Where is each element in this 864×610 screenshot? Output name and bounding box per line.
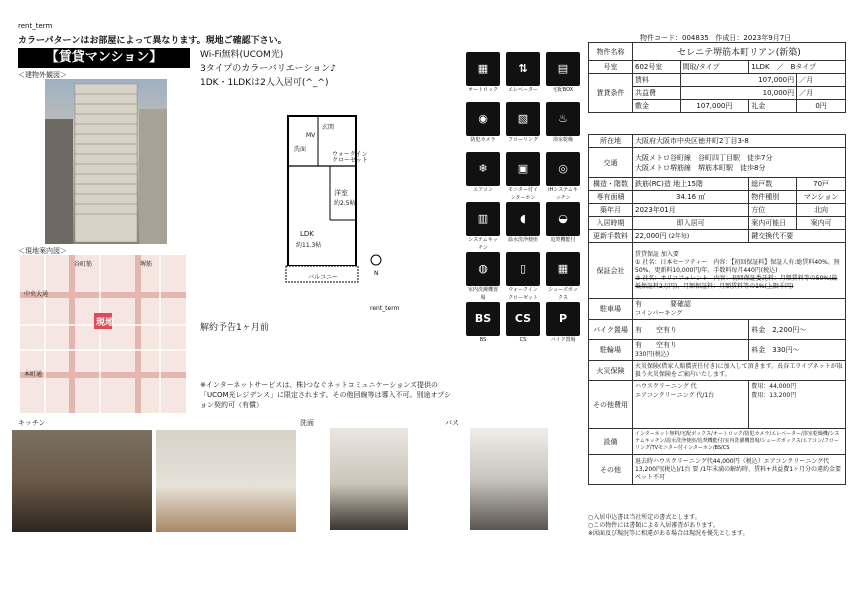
- rent-unit: ／月: [797, 74, 846, 87]
- guarantee-value: [633, 243, 846, 299]
- bath-label: バス: [445, 419, 459, 427]
- map-drawing: [20, 255, 186, 413]
- guarantee-label: 保証会社: [589, 243, 633, 299]
- feature-color: 3タイプのカラーバリエーション♪: [200, 64, 337, 74]
- washer-space-icon: ◍ 室内洗濯機置場: [466, 252, 500, 296]
- other-fee-items: ハウスクリーニング 代 エアコンクリーニング 代/1台: [633, 381, 749, 429]
- bicycle-fee: 料金 330円〜: [749, 340, 846, 361]
- units-label: 総戸数: [749, 178, 797, 191]
- common-unit: ／月: [797, 87, 846, 100]
- shoe-box-icon: ▦ シューズボックス: [546, 252, 580, 296]
- kitchen-photo: [12, 430, 152, 532]
- bath-dryer-icon: ♨ 浴室乾燥: [546, 102, 580, 146]
- type-label: 物件種別: [749, 191, 797, 204]
- color-notice: カラーパターンはお部屋によって異なります。現地ご確認下さい。: [18, 36, 287, 46]
- ldk-label: LDK: [300, 230, 314, 238]
- common-label: 共益費: [633, 87, 681, 100]
- youshitsu-size: 約2.5帖: [334, 200, 356, 207]
- feature-wifi: Wi-Fi無料(UCOM光): [200, 50, 284, 60]
- bicycle-label: 駐輪場: [589, 340, 633, 361]
- footnote-2: ○この物件には書類による入居審査があります。: [588, 522, 719, 529]
- rent-value: 107,000円: [680, 74, 797, 87]
- intercom-icon: ▣ モニター付インターホン: [506, 152, 540, 196]
- bike-value: 有 空有り: [633, 320, 749, 340]
- fire-label: 火災保険: [589, 361, 633, 381]
- bicycle-value: 有 空有り 330円(税込): [633, 340, 749, 361]
- map-label: ＜現地案内図＞: [18, 247, 67, 255]
- keyfee-value: 鍵交換代不要: [749, 230, 846, 243]
- structure-value: 鉄筋(RC)造 地上15階: [633, 178, 749, 191]
- common-value: 10,000円: [680, 87, 797, 100]
- auto-lock-icon: ▦ オートロック: [466, 52, 500, 96]
- delivery-box-icon: ▤ 宅配BOX: [546, 52, 580, 96]
- security-camera-icon: ◉ 防犯カメラ: [466, 102, 500, 146]
- street-sakaisuji: 堺筋: [140, 261, 153, 268]
- misc-label: その他: [589, 455, 633, 485]
- internet-note: ※インターネットサービスは、株)つなぐネットコミュニケーションズ提供の「UCOM光レジデンス」に限定されます。その他回線等は導入不可。別途オプション契約可（有償）: [200, 381, 451, 409]
- balcony-label: バルコニー: [308, 274, 339, 281]
- exterior-label: ＜建物外観図＞: [18, 71, 67, 79]
- traffic-line-2: 大阪メトロ堺筋線 堺筋本町駅 徒歩8分: [635, 163, 766, 172]
- madori-value: 1LDK ／ Bタイプ: [749, 61, 846, 74]
- units-value: 70戸: [797, 178, 846, 191]
- exterior-photo: [45, 79, 167, 244]
- address-value: 大阪府大阪市中央区徳井町2丁目3-8: [633, 135, 846, 148]
- company-logo: rent_term: [18, 22, 53, 30]
- street-honmachi: 本町通: [24, 371, 43, 378]
- elevator-icon: ⇅ エレベーター: [506, 52, 540, 96]
- cancel-notice: 解約予告1ヶ月前: [200, 323, 269, 333]
- viewing-label: 案内可能日: [749, 217, 797, 230]
- built-value: 2023年01月: [633, 204, 749, 217]
- location-map: [20, 255, 186, 413]
- street-chuo: 中央大通: [24, 291, 49, 298]
- renewal-value: 22,000円 (2年毎): [633, 230, 749, 243]
- key-money-label: 礼金: [749, 100, 797, 113]
- system-kitchen-icon: ▥ システムキッチン: [466, 202, 500, 246]
- category-banner: 【賃貸マンション】: [18, 48, 190, 68]
- bath-photo: [470, 428, 548, 530]
- feature-list: [200, 48, 336, 90]
- washroom-label: 洗面: [300, 419, 314, 427]
- movein-label: 入居時期: [589, 217, 633, 230]
- parking-value: 有 要確認 コインパーキング: [633, 299, 846, 320]
- ldk-size: 約11.3帖: [296, 242, 322, 249]
- traffic-value: [633, 148, 846, 178]
- area-value: 34.16 ㎡: [633, 191, 749, 204]
- bike-label: バイク置場: [589, 320, 633, 340]
- direction-value: 北向: [797, 204, 846, 217]
- map-marker: 現地: [96, 318, 115, 328]
- guarantee-item-2: ② 社名：オリコフォレント 内容：初回保証委託料：月額賃料等の50%(最低保証料2万円)、月額保証料：月額賃料等の1%(上限千円): [635, 274, 838, 290]
- guarantee-item-1: ① 社名：日本セーフティー 内容：【初回保証料】保証人有:総賃料40%、無50%、更新料10,000円/年、手数料毎月440円(税込): [635, 258, 840, 274]
- bs-icon: BS BS: [466, 302, 500, 346]
- aircon-icon: ❄ エアコン: [466, 152, 500, 196]
- guarantee-head: 賃貸保証 加入要: [635, 250, 679, 258]
- street-tanimachi: 谷町筋: [74, 261, 93, 268]
- footnote-1: ○入居申込書は当社所定の書式とします。: [588, 514, 701, 521]
- footnote-3: ※図面及び現況等に相違がある場合は現況を優先とします。: [588, 530, 749, 537]
- deposit-label: 敷金: [633, 100, 681, 113]
- mv-label: MV: [306, 132, 316, 139]
- rent-label: 賃料: [633, 74, 681, 87]
- fire-value: 火災保険(借家人賠償責任付き)に加入して頂きます。長谷工ライブネットが取扱う火災保険をご案内いたします。: [633, 361, 846, 381]
- washlet-icon: ◖ 温水洗浄便座: [506, 202, 540, 246]
- flooring-icon: ▧ フローリング: [506, 102, 540, 146]
- living-photo: [156, 430, 296, 532]
- room-no: 602号室: [633, 61, 681, 74]
- joken-label: 賃貸条件: [589, 74, 633, 113]
- area-label: 専有面積: [589, 191, 633, 204]
- viewing-value: 案内可: [797, 217, 846, 230]
- feature-occupancy: 1DK・1LDKは2人入居可(^_^): [200, 78, 329, 88]
- floorplan-logo: rent_term: [370, 305, 400, 312]
- direction-label: 方位: [749, 204, 797, 217]
- madori-label: 間取/タイプ: [680, 61, 749, 74]
- youshitsu-label: 洋室: [334, 189, 348, 197]
- reheating-bath-icon: ◒ 追焚機能付: [546, 202, 580, 246]
- equip-value: インターネット無料/宅配ボックス/オートロック/防犯カメラ/エレベーター/浴室乾燥機/システムキッチン/温水洗浄便座/追焚機能付/室内洗濯機置場/シューズボックス/エアコン/フローリング/TVモニター付インターホン/BS/CS: [633, 429, 846, 455]
- other-fee-label: その他費用: [589, 381, 633, 429]
- spec-table: [588, 42, 846, 485]
- equip-label: 設備: [589, 429, 633, 455]
- kitchen-label: キッチン: [18, 419, 46, 427]
- type-value: マンション: [797, 191, 846, 204]
- structure-label: 構造・階数: [589, 178, 633, 191]
- washroom-photo: [330, 428, 408, 530]
- built-label: 築年月: [589, 204, 633, 217]
- bukken-name: セレニテ堺筋本町リアン(新築): [633, 43, 846, 61]
- bukken-label: 物件名称: [589, 43, 633, 61]
- room-label: 号室: [589, 61, 633, 74]
- ih-cooker-icon: ◎ IHシステムキッチン: [546, 152, 580, 196]
- address-label: 所在地: [589, 135, 633, 148]
- traffic-line-1: 大阪メトロ谷町線 谷町四丁目駅 徒歩7分: [635, 153, 773, 162]
- cs-icon: CS CS: [506, 302, 540, 346]
- bike-parking-icon: P バイク置場: [546, 302, 580, 346]
- key-money-value: 0円: [797, 100, 846, 113]
- genkan-label: 玄関: [322, 124, 335, 131]
- building-drawing: [45, 79, 167, 244]
- property-code: 物件コード：004835 作成日：2023年9月7日: [640, 34, 792, 42]
- footnotes: [588, 514, 749, 538]
- floor-plan: [282, 110, 386, 294]
- closet-label: ウォークイン クローゼット: [332, 151, 368, 164]
- walkin-closet-icon: ▯ ウォークインクローゼット: [506, 252, 540, 296]
- deposit-value: 107,000円: [680, 100, 749, 113]
- parking-label: 駐車場: [589, 299, 633, 320]
- north-arrow: N: [374, 270, 379, 277]
- misc-value: 退去時ハウスクリーニング代44,000円（税込）エアコンクリーニング代13,200円(税込)/1台 要 /1年未満の解約時、賃料+共益費1ヶ月分の違約金要 ペット不可: [633, 455, 846, 485]
- bike-fee: 料金 2,200円〜: [749, 320, 846, 340]
- renewal-label: 更新手数料: [589, 230, 633, 243]
- movein-value: 即入居可: [633, 217, 749, 230]
- traffic-label: 交通: [589, 148, 633, 178]
- other-fee-values: 費用：44,000円 費用：13,200円: [749, 381, 846, 429]
- senmen-label: 洗面: [294, 146, 307, 153]
